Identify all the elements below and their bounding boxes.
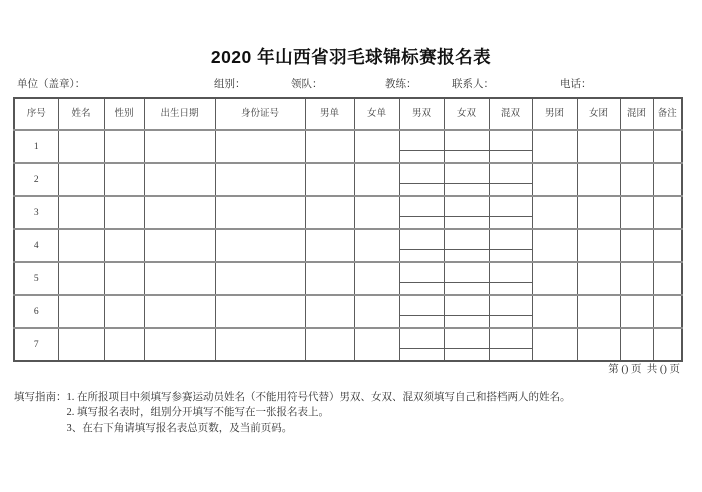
- cell-womens-singles: [354, 262, 399, 295]
- cell-mixed-team: [620, 163, 653, 196]
- cell-mixed-team: [620, 130, 653, 163]
- cell-womens-singles: [354, 196, 399, 229]
- cell-womens-doubles-partner: [444, 315, 489, 328]
- cell-mens-doubles: [399, 163, 444, 183]
- cell-remarks: [653, 328, 682, 361]
- col-header-id-number: 身份证号: [215, 98, 305, 130]
- cell-mens-singles: [305, 196, 354, 229]
- col-header-mens-team: 男团: [532, 98, 577, 130]
- cell-mixed-doubles-partner: [489, 249, 532, 262]
- cell-gender: [104, 196, 144, 229]
- col-header-birthdate: 出生日期: [144, 98, 215, 130]
- cell-mens-singles: [305, 130, 354, 163]
- cell-mixed-doubles-partner: [489, 183, 532, 196]
- cell-mixed-doubles: [489, 163, 532, 183]
- cell-id-number: [215, 163, 305, 196]
- cell-womens-doubles: [444, 295, 489, 315]
- cell-birthdate: [144, 229, 215, 262]
- cell-birthdate: [144, 328, 215, 361]
- cell-remarks: [653, 163, 682, 196]
- row-number: 4: [14, 229, 58, 262]
- cell-womens-team: [577, 229, 620, 262]
- cell-name: [58, 130, 104, 163]
- cell-mens-doubles-partner: [399, 183, 444, 196]
- cell-birthdate: [144, 163, 215, 196]
- guide-item: 1. 在所报项目中须填写参赛运动员姓名（不能用符号代替）男双、女双、混双须填写自己和搭档两人的姓名。: [66, 392, 571, 403]
- cell-birthdate: [144, 295, 215, 328]
- cell-womens-singles: [354, 163, 399, 196]
- cell-mens-singles: [305, 262, 354, 295]
- cell-remarks: [653, 295, 682, 328]
- table-row: [14, 130, 682, 150]
- cell-id-number: [215, 229, 305, 262]
- table-row: [14, 328, 682, 348]
- cell-birthdate: [144, 262, 215, 295]
- cell-mens-doubles: [399, 295, 444, 315]
- col-header-mens-doubles: 男双: [399, 98, 444, 130]
- cell-mens-singles: [305, 163, 354, 196]
- table-row: [14, 295, 682, 315]
- row-number: 2: [14, 163, 58, 196]
- cell-womens-doubles: [444, 328, 489, 348]
- cell-mens-singles: [305, 229, 354, 262]
- cell-id-number: [215, 130, 305, 163]
- cell-mens-doubles: [399, 328, 444, 348]
- cell-gender: [104, 262, 144, 295]
- filling-guide-label: 填写指南：: [14, 392, 67, 403]
- cell-remarks: [653, 229, 682, 262]
- info-row: [0, 76, 702, 91]
- cell-womens-doubles-partner: [444, 183, 489, 196]
- cell-mens-team: [532, 130, 577, 163]
- cell-womens-singles: [354, 295, 399, 328]
- cell-id-number: [215, 328, 305, 361]
- unit-stamp-label: 单位（盖章）：: [17, 79, 86, 90]
- cell-womens-doubles: [444, 163, 489, 183]
- cell-gender: [104, 328, 144, 361]
- table-row: [14, 163, 682, 183]
- table-row: [14, 262, 682, 282]
- cell-remarks: [653, 196, 682, 229]
- cell-mens-doubles-partner: [399, 282, 444, 295]
- col-header-gender: 性别: [104, 98, 144, 130]
- header-row: [14, 98, 682, 130]
- cell-womens-team: [577, 196, 620, 229]
- cell-name: [58, 262, 104, 295]
- guide-item: 3、在右下角请填写报名表总页数，及当前页码。: [66, 422, 293, 434]
- cell-name: [58, 295, 104, 328]
- cell-mixed-doubles-partner: [489, 150, 532, 163]
- row-number: 1: [14, 130, 58, 163]
- cell-remarks: [653, 262, 682, 295]
- cell-birthdate: [144, 130, 215, 163]
- cell-mens-doubles: [399, 130, 444, 150]
- cell-mixed-doubles: [489, 196, 532, 216]
- filling-guide: [14, 390, 674, 436]
- cell-mixed-doubles: [489, 262, 532, 282]
- cell-birthdate: [144, 196, 215, 229]
- cell-id-number: [215, 196, 305, 229]
- row-number: 3: [14, 196, 58, 229]
- row-number: 5: [14, 262, 58, 295]
- guide-item: 2. 填写报名表时，组别分开填写不能写在一张报名表上。: [66, 407, 329, 419]
- cell-womens-doubles-partner: [444, 249, 489, 262]
- cell-mixed-doubles-partner: [489, 348, 532, 361]
- cell-mens-singles: [305, 328, 354, 361]
- cell-mens-doubles-partner: [399, 150, 444, 163]
- col-header-mixed-team: 混团: [620, 98, 653, 130]
- col-header-womens-singles: 女单: [354, 98, 399, 130]
- cell-mens-doubles-partner: [399, 348, 444, 361]
- cell-mens-team: [532, 295, 577, 328]
- cell-gender: [104, 295, 144, 328]
- col-header-mens-singles: 男单: [305, 98, 354, 130]
- cell-gender: [104, 229, 144, 262]
- cell-remarks: [653, 130, 682, 163]
- cell-mixed-doubles: [489, 295, 532, 315]
- cell-mixed-doubles-partner: [489, 315, 532, 328]
- contact-person-label: 联系人：: [452, 79, 494, 90]
- cell-mixed-doubles: [489, 130, 532, 150]
- coach-label: 教练：: [385, 79, 417, 90]
- cell-mens-doubles-partner: [399, 216, 444, 229]
- cell-mens-singles: [305, 295, 354, 328]
- filling-guide-items: [67, 390, 675, 436]
- cell-womens-team: [577, 262, 620, 295]
- cell-womens-doubles: [444, 229, 489, 249]
- cell-womens-doubles-partner: [444, 216, 489, 229]
- cell-name: [58, 163, 104, 196]
- col-header-womens-team: 女团: [577, 98, 620, 130]
- cell-mixed-team: [620, 262, 653, 295]
- cell-womens-singles: [354, 130, 399, 163]
- team-leader-label: 领队：: [291, 79, 323, 90]
- cell-womens-singles: [354, 229, 399, 262]
- row-number: 7: [14, 328, 58, 361]
- cell-mixed-doubles-partner: [489, 216, 532, 229]
- cell-name: [58, 196, 104, 229]
- group-label: 组别：: [214, 79, 246, 90]
- cell-mixed-team: [620, 229, 653, 262]
- cell-mixed-doubles-partner: [489, 282, 532, 295]
- cell-mens-doubles: [399, 196, 444, 216]
- cell-womens-doubles-partner: [444, 150, 489, 163]
- cell-gender: [104, 130, 144, 163]
- cell-womens-doubles: [444, 196, 489, 216]
- cell-mens-doubles-partner: [399, 249, 444, 262]
- cell-womens-doubles-partner: [444, 282, 489, 295]
- cell-womens-team: [577, 163, 620, 196]
- cell-name: [58, 328, 104, 361]
- cell-id-number: [215, 295, 305, 328]
- cell-womens-team: [577, 295, 620, 328]
- row-number: 6: [14, 295, 58, 328]
- cell-mens-team: [532, 328, 577, 361]
- col-header-mixed-doubles: 混双: [489, 98, 532, 130]
- col-header-no: 序号: [14, 98, 58, 130]
- cell-name: [58, 229, 104, 262]
- cell-womens-doubles: [444, 130, 489, 150]
- cell-womens-team: [577, 328, 620, 361]
- registration-table: [13, 97, 683, 362]
- cell-gender: [104, 163, 144, 196]
- cell-mens-team: [532, 262, 577, 295]
- col-header-womens-doubles: 女双: [444, 98, 489, 130]
- cell-mixed-doubles: [489, 328, 532, 348]
- cell-mixed-team: [620, 295, 653, 328]
- cell-mens-team: [532, 229, 577, 262]
- cell-womens-singles: [354, 328, 399, 361]
- phone-label: 电话：: [560, 79, 592, 90]
- cell-womens-doubles: [444, 262, 489, 282]
- cell-mens-doubles-partner: [399, 315, 444, 328]
- col-header-name: 姓名: [58, 98, 104, 130]
- cell-mixed-team: [620, 196, 653, 229]
- table-header: [14, 98, 682, 130]
- table-row: [14, 229, 682, 249]
- table-row: [14, 196, 682, 216]
- cell-womens-doubles-partner: [444, 348, 489, 361]
- col-header-remarks: 备注: [653, 98, 682, 130]
- cell-mens-team: [532, 196, 577, 229]
- page-number-note: 第 () 页 共 () 页: [608, 364, 680, 375]
- cell-mixed-team: [620, 328, 653, 361]
- cell-mens-doubles: [399, 229, 444, 249]
- cell-id-number: [215, 262, 305, 295]
- cell-mens-team: [532, 163, 577, 196]
- cell-mens-doubles: [399, 262, 444, 282]
- registration-table-body: [14, 130, 682, 361]
- page-title: 2020 年山西省羽毛球锦标赛报名表: [210, 47, 492, 67]
- cell-womens-team: [577, 130, 620, 163]
- cell-mixed-doubles: [489, 229, 532, 249]
